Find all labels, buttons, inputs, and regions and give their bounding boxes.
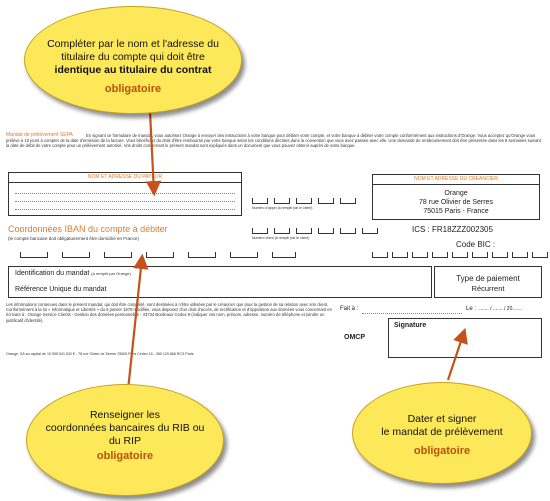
callout-iban-line-1: Renseigner les: [89, 409, 161, 421]
payer-box[interactable]: [8, 172, 242, 216]
phone-number-caption: Numéro d'appel (à remplir par le client): [252, 206, 313, 210]
made-at-label: Fait à :: [340, 306, 359, 312]
creditor-header: NOM ET ADRESSE DU CRÉANCIER: [373, 177, 539, 185]
rum-label: Référence Unique du mandat: [15, 286, 107, 293]
payer-line-2[interactable]: [15, 201, 235, 202]
callout-payer-line-2: titulaire du compte qui doit être: [61, 51, 205, 63]
callout-payer-line-1: Compléter par le nom et l'adresse du: [47, 38, 219, 50]
mandate-id-label: Identification du mandat (à remplir par Orange): [15, 270, 131, 277]
payer-header: NOM ET ADRESSE DU PAYEUR: [9, 175, 241, 183]
callout-signature-line-1: Dater et signer: [407, 413, 477, 425]
callout-iban-line-3: du RIP: [108, 435, 142, 447]
legal-notice: Les informations contenues dans le présent mandat, qui doit être complété, sont destinées à n'être utilisées par le créancier que pour la gestion de sa relation avec son client. Conformément à la loi « Informatique et Libertés » du 6 janvier 1978 modifiée, vous disposez d'un droit d'accès, de rectification et d'opposition aux données vous concernant en écrivant à : Orange Service Clients - Gestion des données personnelles - 33734 Bordeaux Cedex 9 (indiquer vos nom, prénom, adresse, numéro de téléphone et joindre un justificatif d'identité).: [6, 302, 332, 323]
company-footer: Orange, SA au capital de 10 595 541 532 € - 78 rue Olivier de Serres 75505 Paris Cedex 15 - 380 129 866 RCS Paris: [6, 352, 194, 356]
mandate-id-box[interactable]: [8, 266, 432, 298]
ics-code: ICS : FR18ZZZ002305: [412, 225, 493, 234]
bic-cells[interactable]: [372, 252, 548, 258]
creditor-name: Orange: [444, 190, 468, 197]
iban-subtitle: (le compte bancaire doit obligatoirement être domicilié en France): [8, 236, 139, 241]
callout-iban-line-2: coordonnées bancaires du RIB ou: [45, 422, 205, 434]
callout-payer-line-3: identique au titulaire du contrat: [54, 64, 212, 76]
client-number-caption: Numéro client (à remplir par le client): [252, 236, 310, 240]
callout-bubble-iban: [26, 384, 224, 496]
signature-label: Signature: [394, 322, 427, 329]
creditor-street: 78 rue Olivier de Serres: [419, 199, 493, 206]
iban-title: Coordonnées IBAN du compte à débiter: [8, 224, 168, 234]
mandate-intro: En signant ce formulaire de mandat, vous autorisez Orange à envoyer des instructions à votre banque pour débiter votre compte, et votre banque à débiter votre compte conformément aux instructions d'Orange. Vous acceptez qu'Orange vous prélève à 10 jours à compter de la date d'émission de la facture. Vous bénéficiez du droit d'être remboursé par votre banque selon les conditions décrites dans la convention que vous avez passée avec elle. Une demande de remboursement doit être présentée dans les 8 semaines suivant la date de débit de votre compte pour un prélèvement autorisé. Vos droits concernant le présent mandat sont expliqués dans un document que vous pouvez obtenir auprès de votre banque.: [6, 133, 541, 149]
creditor-box: [372, 174, 540, 220]
payment-type-value: Récurrent: [471, 284, 505, 293]
date-field[interactable]: ....... / ....... / 20.......: [479, 306, 523, 312]
date-label: Le :: [466, 306, 477, 312]
callout-signature-line-2: le mandat de prélèvement: [381, 426, 503, 438]
payment-type-label: Type de paiement: [456, 274, 520, 283]
callout-signature-required: obligatoire: [413, 445, 471, 457]
payment-type-box: [434, 266, 542, 298]
made-at-field[interactable]: [362, 313, 462, 314]
phone-number-cells[interactable]: [252, 198, 356, 204]
payer-line-1[interactable]: [15, 193, 235, 194]
mandate-title: Mandat de prélèvement SEPA: [6, 132, 73, 138]
iban-cells[interactable]: [20, 252, 296, 258]
omcp-label: OMCP: [344, 334, 365, 341]
callout-payer-required: obligatoire: [104, 83, 162, 95]
callout-iban-required: obligatoire: [96, 450, 154, 462]
callout-bubble-payer: [24, 6, 242, 114]
callout-bubble-signature: [352, 382, 532, 484]
payer-line-3[interactable]: [15, 209, 235, 210]
bic-label: Code BIC :: [456, 240, 496, 249]
creditor-city: 75015 Paris - France: [423, 208, 489, 215]
client-number-cells[interactable]: [252, 228, 378, 234]
signature-box[interactable]: [388, 318, 542, 358]
